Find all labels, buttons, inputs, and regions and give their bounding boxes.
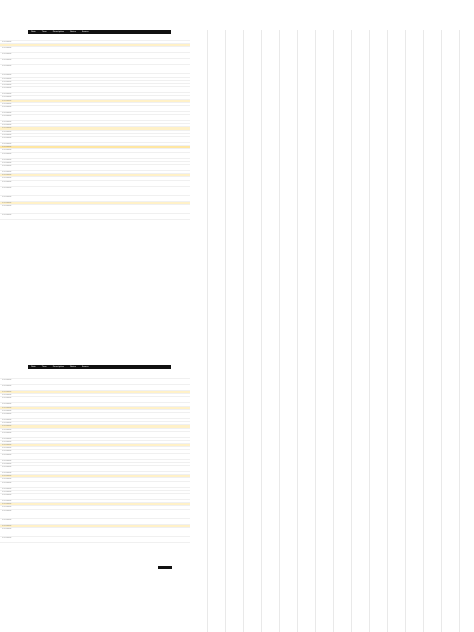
row-date: 1/17/2019 [2, 130, 12, 133]
row-date: 1/17/2019 [2, 440, 12, 443]
row-date: 1/17/2019 [2, 164, 12, 167]
row-date: 1/17/2019 [2, 152, 12, 155]
header-description: Description [52, 366, 65, 368]
header-time: Time [41, 366, 47, 368]
row-date: 1/17/2019 [2, 431, 12, 434]
row-date: 1/17/2019 [2, 481, 12, 484]
row-date: 1/17/2019 [2, 379, 12, 381]
row-date: 1/17/2019 [2, 472, 12, 474]
spreadsheet-empty-grid [190, 30, 474, 632]
row-date: 1/17/2019 [2, 80, 12, 83]
row-date: 1/17/2019 [2, 418, 12, 421]
row-date: 1/17/2019 [2, 77, 12, 80]
row-date: 1/17/2019 [2, 93, 12, 96]
row-date: 1/17/2019 [2, 158, 12, 161]
row-date: 1/17/2019 [2, 509, 12, 512]
row-date: 1/17/2019 [2, 87, 12, 90]
row-date: 1/17/2019 [2, 450, 12, 453]
row-date: 1/17/2019 [2, 406, 12, 409]
table-row [0, 187, 190, 196]
row-date: 1/17/2019 [2, 394, 12, 397]
page-2-table [0, 365, 190, 632]
row-date: 1/17/2019 [2, 506, 12, 509]
row-date: 1/17/2019 [2, 180, 12, 183]
row-date: 1/17/2019 [2, 437, 12, 440]
row-date: 1/17/2019 [2, 204, 12, 207]
row-date: 1/17/2019 [2, 96, 12, 99]
row-date: 1/17/2019 [2, 83, 12, 86]
row-date: 1/17/2019 [2, 53, 12, 56]
row-date: 1/17/2019 [2, 143, 12, 145]
row-date: 1/17/2019 [2, 475, 12, 478]
table-row [0, 65, 190, 77]
row-date: 1/17/2019 [2, 459, 12, 462]
row-date: 1/17/2019 [2, 124, 12, 127]
row-date: 1/17/2019 [2, 385, 12, 387]
row-date: 1/17/2019 [2, 195, 12, 198]
row-date: 1/17/2019 [2, 127, 12, 130]
header-notes: Notes [70, 366, 76, 368]
table-row [0, 510, 190, 519]
row-date: 1/17/2019 [2, 409, 12, 412]
row-date: 1/17/2019 [2, 490, 12, 493]
row-date: 1/17/2019 [2, 59, 12, 62]
header-date: Date [31, 31, 36, 33]
row-date: 1/17/2019 [2, 201, 12, 204]
row-date: 1/17/2019 [2, 397, 12, 400]
row-date: 1/17/2019 [2, 177, 12, 180]
header-time: Time [41, 31, 47, 33]
header-source: Source [81, 31, 89, 33]
row-date: 1/17/2019 [2, 146, 12, 149]
row-date: 1/17/2019 [2, 41, 12, 43]
table-row [0, 205, 190, 214]
row-date: 1/17/2019 [2, 137, 12, 139]
row-date: 1/17/2019 [2, 487, 12, 490]
row-date: 1/17/2019 [2, 499, 12, 502]
row-date: 1/17/2019 [2, 174, 12, 177]
row-date: 1/17/2019 [2, 447, 12, 450]
row-date: 1/17/2019 [2, 65, 12, 68]
row-date: 1/17/2019 [2, 524, 12, 527]
table-header [28, 30, 171, 34]
row-date: 1/17/2019 [2, 213, 12, 216]
table-header [28, 365, 171, 369]
header-description: Description [52, 31, 65, 33]
row-date: 1/17/2019 [2, 466, 12, 468]
row-date: 1/17/2019 [2, 422, 12, 425]
row-date: 1/17/2019 [2, 527, 12, 530]
row-date: 1/17/2019 [2, 111, 12, 114]
row-date: 1/17/2019 [2, 170, 12, 173]
table-row [0, 370, 190, 379]
row-date: 1/17/2019 [2, 425, 12, 428]
header-notes: Notes [70, 31, 76, 33]
table-row [0, 537, 190, 543]
row-date: 1/17/2019 [2, 493, 12, 496]
header-source: Source [81, 366, 89, 368]
row-date: 1/17/2019 [2, 518, 12, 521]
row-date: 1/17/2019 [2, 428, 12, 431]
page-1-table [0, 30, 190, 298]
row-date: 1/17/2019 [2, 161, 12, 164]
table-rows [0, 370, 190, 543]
row-date: 1/17/2019 [2, 444, 12, 447]
table-row [0, 214, 190, 220]
row-date: 1/17/2019 [2, 478, 12, 481]
row-date: 1/17/2019 [2, 47, 12, 50]
table-row [0, 528, 190, 537]
row-date: 1/17/2019 [2, 186, 12, 189]
row-date: 1/17/2019 [2, 403, 12, 406]
row-date: 1/17/2019 [2, 453, 12, 456]
row-date: 1/17/2019 [2, 121, 12, 124]
header-date: Date [31, 366, 36, 368]
dark-label-bar [158, 566, 172, 569]
table-rows [0, 35, 190, 220]
row-date: 1/17/2019 [2, 412, 12, 415]
row-date: 1/17/2019 [2, 99, 12, 102]
row-date: 1/17/2019 [2, 105, 12, 108]
row-date: 1/17/2019 [2, 133, 12, 136]
row-date: 1/17/2019 [2, 503, 12, 506]
row-date: 1/17/2019 [2, 462, 12, 465]
row-date: 1/17/2019 [2, 102, 12, 105]
row-date: 1/17/2019 [2, 115, 12, 118]
row-date: 1/17/2019 [2, 74, 12, 77]
row-date: 1/17/2019 [2, 391, 12, 393]
row-date: 1/17/2019 [2, 149, 12, 152]
row-date: 1/17/2019 [2, 536, 12, 539]
